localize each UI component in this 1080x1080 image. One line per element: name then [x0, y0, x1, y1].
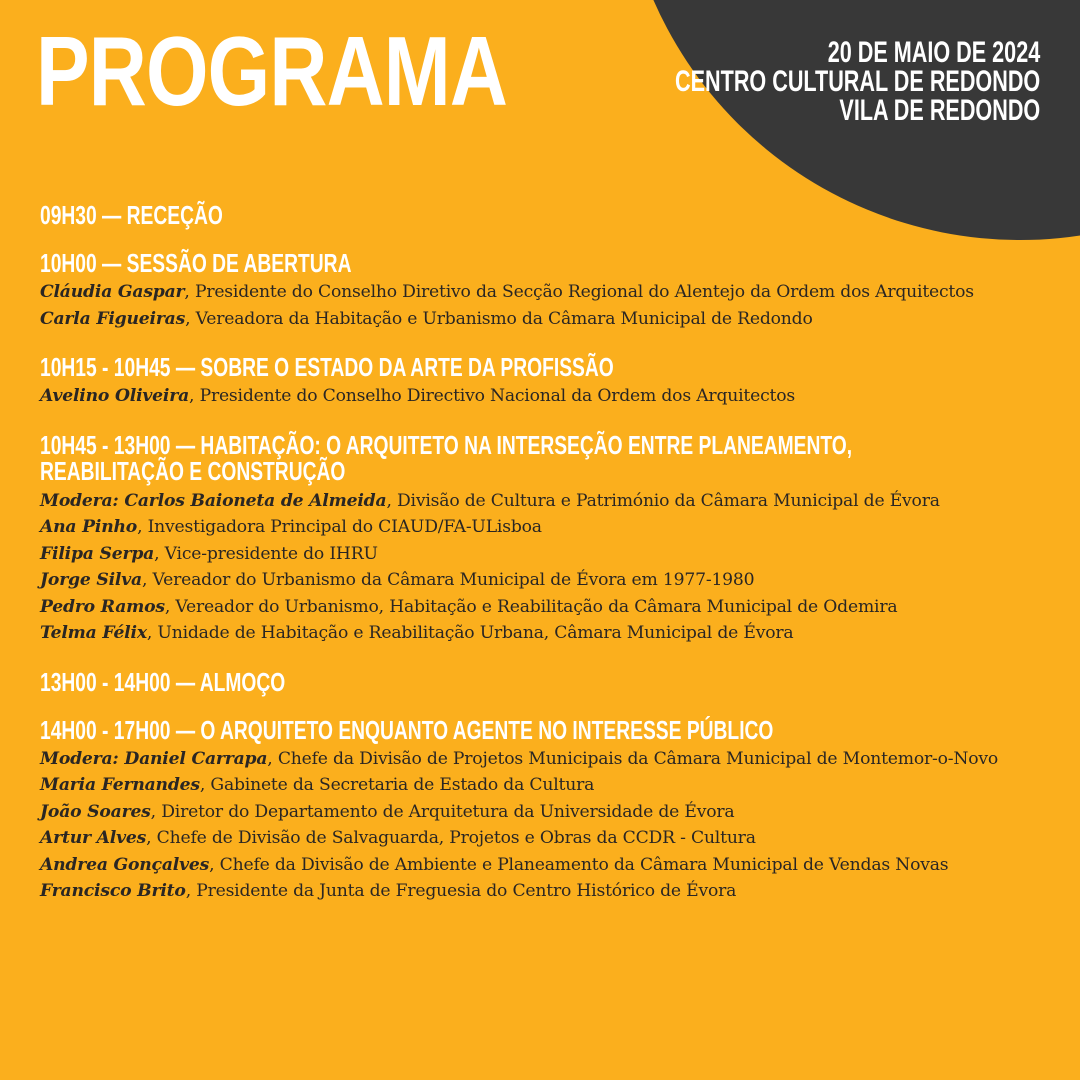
- speaker-role: , Investigadora Principal do CIAUD/FA-ULisboa: [137, 517, 542, 537]
- speaker-line: [40, 514, 1050, 541]
- page-title: PROGRAMA: [36, 16, 508, 126]
- speaker-name: Andrea Gonçalves: [40, 854, 210, 875]
- speaker-line: [40, 541, 1050, 568]
- speaker-role: , Divisão de Cultura e Património da Câmara Municipal de Évora: [386, 490, 940, 511]
- speaker-name: Francisco Brito: [40, 881, 186, 901]
- event-venue: CENTRO CULTURAL DE REDONDO: [674, 65, 1040, 98]
- speaker-line: [40, 279, 1050, 306]
- session-lunch: [40, 666, 1050, 697]
- moderator-name: Modera: Daniel Carrapa: [40, 748, 268, 769]
- session-public-interest: [40, 714, 1050, 905]
- speaker-name: Telma Félix: [40, 623, 147, 643]
- session-title: 10H00 — SESSÃO DE ABERTURA: [40, 248, 352, 278]
- speaker-line: [40, 746, 1050, 773]
- speaker-line: [40, 383, 1050, 410]
- speaker-role: , Vice-presidente do IHRU: [154, 543, 378, 564]
- speaker-role: , Vereador do Urbanismo, Habitação e Reabilitação da Câmara Municipal de Odemira: [164, 596, 898, 617]
- speaker-name: Cláudia Gaspar: [40, 282, 185, 302]
- speaker-role: , Chefe de Divisão de Salvaguarda, Projetos e Obras da CCDR - Cultura: [146, 828, 756, 848]
- session-title: 10H15 - 10H45 — SOBRE O ESTADO DA ARTE DA PROFISSÃO: [40, 352, 614, 382]
- speaker-line: [40, 852, 1050, 879]
- speaker-name: Maria Fernandes: [40, 775, 200, 795]
- speaker-name: Artur Alves: [40, 828, 147, 848]
- speaker-role: , Presidente do Conselho Diretivo da Secção Regional do Alentejo da Ordem dos Arquitectos: [184, 282, 974, 302]
- program-list: [40, 202, 1050, 927]
- speaker-name: Jorge Silva: [40, 570, 142, 590]
- moderator-name: Modera: Carlos Baioneta de Almeida: [40, 490, 387, 511]
- speaker-role: , Gabinete da Secretaria de Estado da Cultura: [199, 775, 595, 795]
- speaker-line: [40, 594, 1050, 621]
- speaker-line: [40, 825, 1050, 852]
- speaker-name: Ana Pinho: [40, 517, 138, 537]
- speaker-line: [40, 772, 1050, 799]
- session-opening: [40, 250, 1050, 332]
- session-title: 13H00 - 14H00 — ALMOÇO: [40, 666, 286, 697]
- speaker-role: , Vereador do Urbanismo da Câmara Municipal de Évora em 1977-1980: [141, 570, 755, 590]
- speaker-role: , Presidente do Conselho Directivo Nacional da Ordem dos Arquitectos: [189, 386, 795, 406]
- session-title: 14H00 - 17H00 — O ARQUITETO ENQUANTO AGENTE NO INTERESSE PÚBLICO: [40, 714, 774, 745]
- event-location: VILA DE REDONDO: [839, 94, 1040, 127]
- session-title-line2: REABILITAÇÃO E CONSTRUÇÃO: [40, 455, 346, 486]
- speaker-line: [40, 306, 1050, 333]
- event-info: [675, 38, 1040, 125]
- speaker-role: , Chefe da Divisão de Projetos Municipais da Câmara Municipal de Montemor-o-Novo: [267, 748, 999, 769]
- speaker-name: Pedro Ramos: [40, 596, 165, 617]
- speaker-line: [40, 620, 1050, 647]
- speaker-line: [40, 878, 1050, 905]
- session-housing: [40, 429, 1050, 647]
- speaker-line: [40, 488, 1050, 515]
- speaker-line: [40, 567, 1050, 594]
- session-reception: [40, 202, 1050, 228]
- speaker-name: Carla Figueiras: [40, 308, 186, 329]
- speaker-name: João Soares: [40, 801, 151, 822]
- speaker-name: Filipa Serpa: [40, 543, 155, 564]
- event-date: 20 DE MAIO DE 2024: [827, 36, 1040, 69]
- speaker-role: , Chefe da Divisão de Ambiente e Planeamento da Câmara Municipal de Vendas Novas: [209, 854, 949, 875]
- session-title: 09H30 — RECEÇÃO: [40, 200, 223, 230]
- speaker-name: Avelino Oliveira: [40, 386, 190, 406]
- speaker-role: , Vereadora da Habitação e Urbanismo da Câmara Municipal de Redondo: [185, 308, 813, 329]
- session-state-of-art: [40, 354, 1050, 410]
- speaker-role: , Diretor do Departamento de Arquitetura da Universidade de Évora: [150, 801, 735, 822]
- speaker-line: [40, 799, 1050, 826]
- session-title: 10H45 - 13H00 — HABITAÇÃO: O ARQUITETO NA INTERSEÇÃO ENTRE PLANEAMENTO,: [40, 429, 853, 460]
- speaker-role: , Presidente da Junta de Freguesia do Centro Histórico de Évora: [185, 881, 737, 901]
- speaker-role: , Unidade de Habitação e Reabilitação Urbana, Câmara Municipal de Évora: [146, 623, 794, 643]
